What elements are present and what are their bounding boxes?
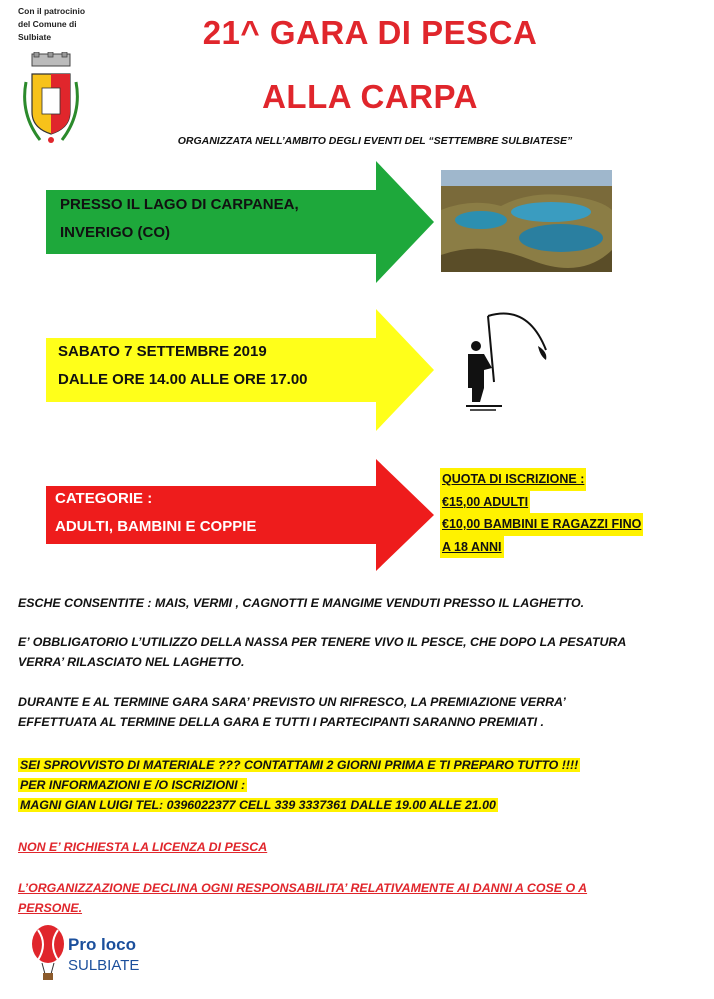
categories-text — [55, 485, 256, 541]
logo-line1: Pro loco — [68, 935, 137, 954]
location-line: INVERIGO (CO) — [60, 224, 171, 241]
bait-info: ESCHE CONSENTITE : MAIS, VERMI , CAGNOTTI E MANGIME VENDUTI PRESSO IL LAGHETTO. — [18, 596, 585, 610]
date-text — [58, 338, 308, 394]
patronage-line: Con il patrocinio — [18, 6, 86, 16]
categories-line: ADULTI, BAMBINI E COPPIE — [55, 518, 257, 535]
location-line: PRESSO IL LAGO DI CARPANEA, — [60, 196, 299, 213]
refresh-line: EFFETTUATA AL TERMINE DELLA GARA E TUTTI I PARTECIPANTI SARANNO PREMIATI . — [18, 715, 544, 729]
fee-line: €10,00 BAMBINI E RAGAZZI FINO — [440, 513, 643, 536]
disclaimer-line: PERSONE. — [18, 901, 83, 915]
municipal-crest-icon — [18, 52, 84, 148]
contact-phone[interactable]: MAGNI GIAN LUIGI TEL: 0396022377 CELL 339 3337361 DALLE 19.00 ALLE 21.00 — [20, 798, 496, 812]
fee-heading: QUOTA DI ISCRIZIONE : — [440, 468, 586, 491]
nassa-line: VERRA’ RILASCIATO NEL LAGHETTO. — [18, 655, 245, 669]
date-line: SABATO 7 SETTEMBRE 2019 — [58, 343, 267, 360]
page-title-line2: ALLA CARPA — [262, 78, 478, 115]
fee-line: €15,00 ADULTI — [440, 491, 530, 514]
lake-photo — [441, 170, 612, 272]
nassa-line: E’ OBBLIGATORIO L’UTILIZZO DELLA NASSA PER TENERE VIVO IL PESCE, CHE DOPO LA PESATURA — [18, 635, 627, 649]
fisherman-icon — [458, 306, 558, 416]
proloco-logo — [28, 922, 178, 982]
categories-line: CATEGORIE : — [55, 490, 153, 507]
location-text — [60, 191, 299, 247]
registration-fee — [440, 468, 643, 558]
contact-line: PER INFORMAZIONI E /O ISCRIZIONI : — [20, 778, 246, 792]
patronage-line: del Comune di — [18, 19, 77, 29]
fee-line: A 18 ANNI — [440, 536, 504, 559]
subtitle: ORGANIZZATA NELL’AMBITO DEGLI EVENTI DEL “SETTEMBRE SULBIATESE” — [177, 135, 573, 147]
disclaimer — [18, 878, 698, 918]
date-line: DALLE ORE 14.00 ALLE ORE 17.00 — [58, 371, 308, 388]
patronage-line: Sulbiate — [18, 32, 52, 42]
contact-line: SEI SPROVVISTO DI MATERIALE ??? CONTATTAMI 2 GIORNI PRIMA E TI PREPARO TUTTO !!!! — [20, 758, 579, 772]
patronage-text — [18, 5, 85, 44]
disclaimer-line: L’ORGANIZZAZIONE DECLINA OGNI RESPONSABILITA’ RELATIVAMENTE AI DANNI A COSE O A — [18, 881, 588, 895]
refresh-line: DURANTE E AL TERMINE GARA SARA’ PREVISTO UN RIFRESCO, LA PREMIAZIONE VERRA’ — [18, 695, 566, 709]
nassa-info — [18, 632, 698, 672]
license-note: NON E’ RICHIESTA LA LICENZA DI PESCA — [18, 840, 268, 854]
page-title: 21^ GARA DI PESCA — [202, 14, 538, 51]
refresh-info — [18, 692, 698, 732]
contact-info — [18, 755, 698, 815]
logo-line2: SULBIATE — [68, 957, 140, 974]
